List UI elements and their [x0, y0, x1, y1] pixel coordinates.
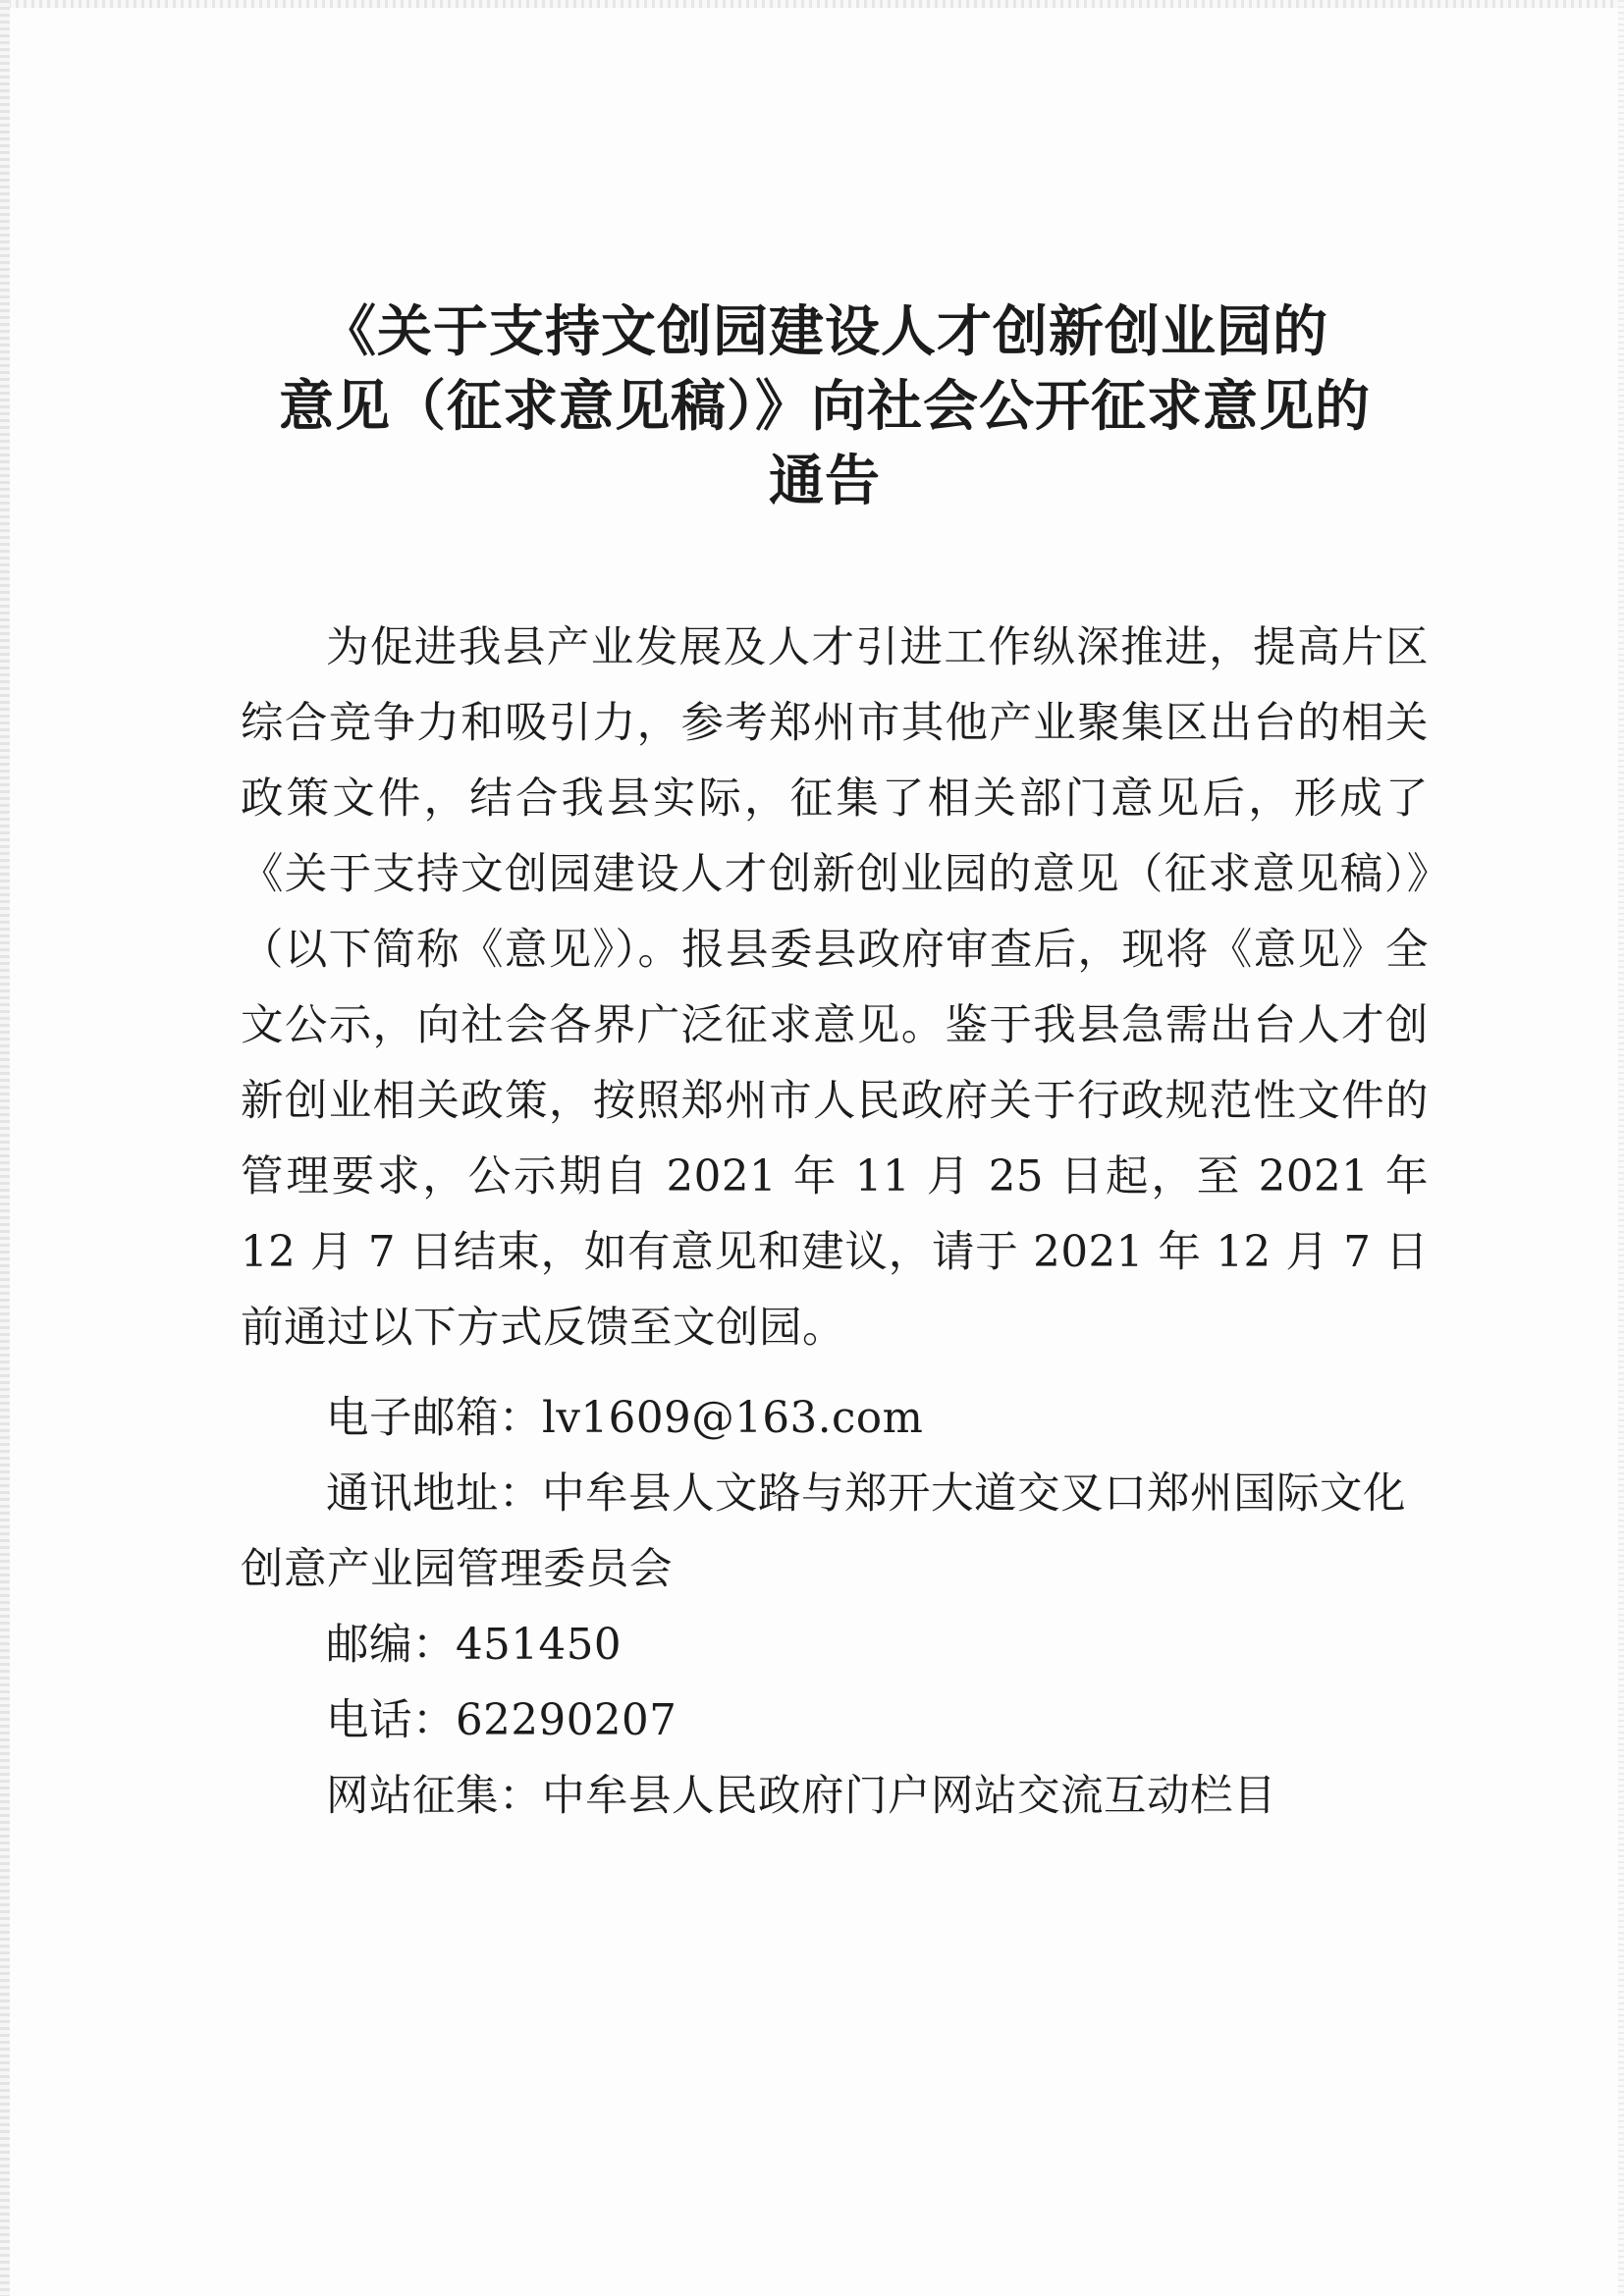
scan-edge-left: [0, 0, 10, 2296]
scan-edge-top: [0, 0, 1624, 8]
contact-address: 通讯地址：中牟县人文路与郑开大道交叉口郑州国际文化创意产业园管理委员会: [241, 1469, 1406, 1594]
contact-phone: 电话：62290207: [326, 1696, 677, 1745]
title-line-1: 《关于支持文创园建设人才创新创业园的: [321, 299, 1328, 364]
title-line-2: 意见（征求意见稿）》向社会公开征求意见的: [279, 374, 1371, 439]
body-paragraph: 为促进我县产业发展及人才引进工作纵深推进，提高片区综合竞争力和吸引力，参考郑州市其他产业聚集区出台的相关政策文件，结合我县实际，征集了相关部门意见后，形成了《关于支持文创园建设人才创新创业园的意见（征求意见稿）》（以下简称《意见》）。报县委县政府审查后，现将《意见》全文公示，向社会各界广泛征求意见。鉴于我县急需出台人才创新创业相关政策，按照郑州市人民政府关于行政规范性文件的管理要求，公示期自 2021 年 11 月 25 日起，至 2021 年 12 月 7 日结束，如有意见和建议，请于 2021 年 12 月 7 日前通过以下方式反馈至文创园。: [241, 623, 1429, 1353]
scan-edge-right: [1618, 0, 1624, 2296]
contact-website: 网站征集：中牟县人民政府门户网站交流互动栏目: [326, 1772, 1276, 1821]
title-line-3: 通告: [769, 449, 881, 513]
contact-postcode: 邮编：451450: [326, 1621, 623, 1670]
contact-email: 电子邮箱：lv1609@163.com: [326, 1394, 924, 1443]
document-title: [226, 294, 1424, 518]
